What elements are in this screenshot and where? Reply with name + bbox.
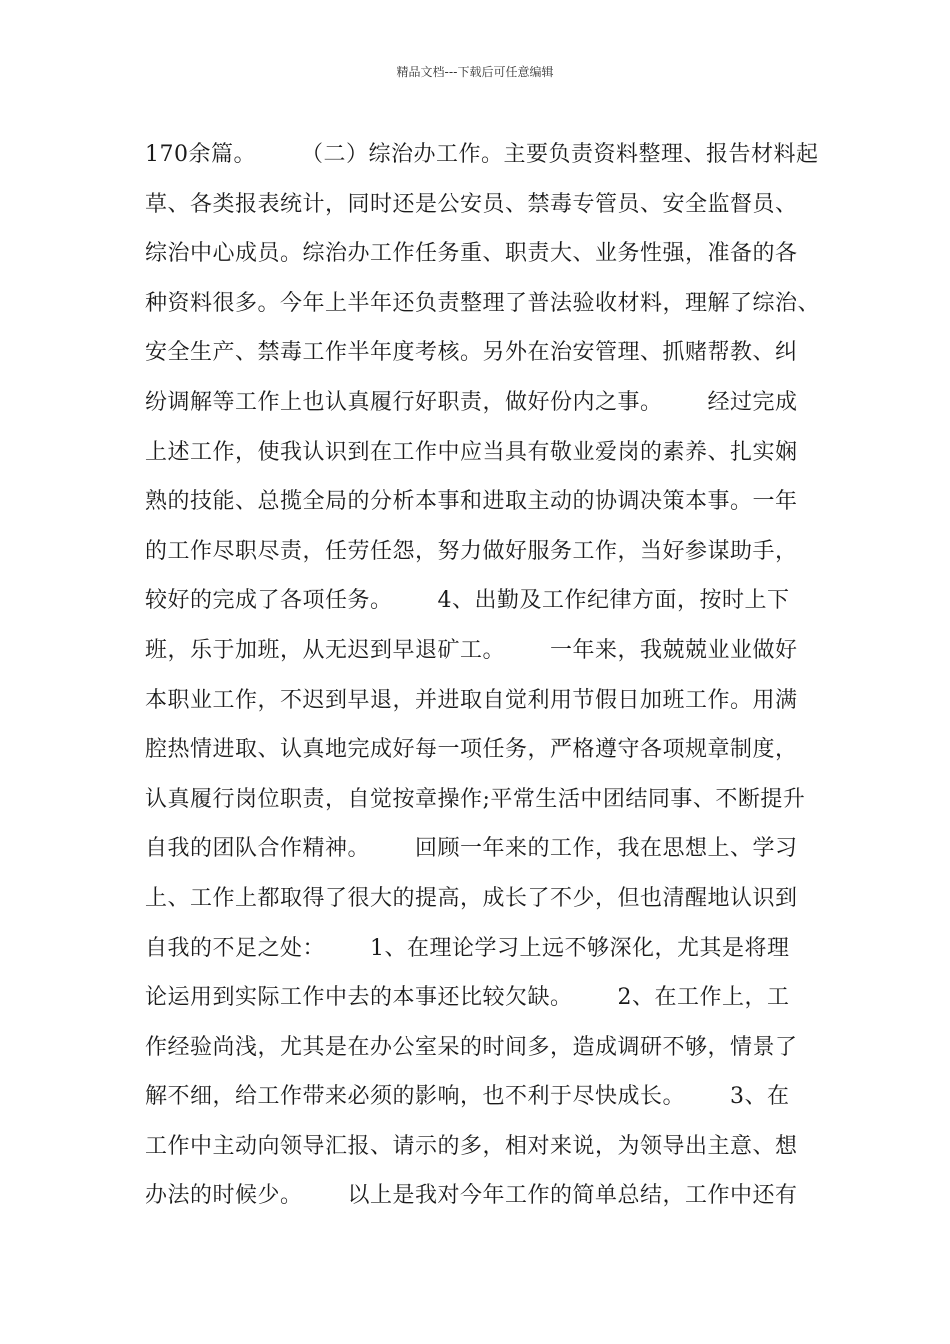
text-line: 本职业工作，不迟到早退，并进取自觉利用节假日加班工作。用满 [145,687,798,713]
text-line: 解不细，给工作带来必须的影响，也不利于尽快成长。 3、在 [145,1084,790,1110]
text-line: 上述工作，使我认识到在工作中应当具有敬业爱岗的素养、扎实娴 [145,439,798,465]
text-line: 办法的时候少。 以上是我对今年工作的简单总结，工作中还有 [145,1183,798,1209]
text-line: 熟的技能、总揽全局的分析本事和进取主动的协调决策本事。一年 [145,489,798,515]
text-line: 较好的完成了各项任务。 4、出勤及工作纪律方面，按时上下 [145,588,790,614]
text-line: 170余篇。 （二）综治办工作。主要负责资料整理、报告材料起 [145,142,819,167]
text-line: 自我的不足之处： 1、在理论学习上远不够深化，尤其是将理 [145,935,790,961]
document-body [145,130,825,1221]
text-line: 种资料很多。今年上半年还负责整理了普法验收材料，理解了综治、 [145,290,821,316]
text-line: 上、工作上都取得了很大的提高，成长了不少，但也清醒地认识到 [145,885,798,911]
text-line: 纷调解等工作上也认真履行好职责，做好份内之事。 经过完成 [145,389,798,415]
page-header: 精品文档---下载后可任意编辑 [396,65,554,79]
text-line: 自我的团队合作精神。 回顾一年来的工作，我在思想上、学习 [145,836,798,862]
text-line: 安全生产、禁毒工作半年度考核。另外在治安管理、抓赌帮教、纠 [145,340,798,366]
text-line: 工作中主动向领导汇报、请示的多，相对来说，为领导出主意、想 [145,1133,798,1159]
text-line: 认真履行岗位职责，自觉按章操作;平常生活中团结同事、不断提升 [145,786,806,812]
text-line: 班，乐于加班，从无迟到早退矿工。 一年来，我兢兢业业做好 [145,637,798,663]
text-line: 草、各类报表统计，同时还是公安员、禁毒专管员、安全监督员、 [145,191,798,217]
text-line: 腔热情进取、认真地完成好每一项任务，严格遵守各项规章制度， [145,737,798,763]
text-line: 作经验尚浅，尤其是在办公室呆的时间多，造成调研不够，情景了 [145,1034,798,1060]
text-line: 论运用到实际工作中去的本事还比较欠缺。 2、在工作上，工 [145,985,790,1011]
text-line: 的工作尽职尽责，任劳任怨，努力做好服务工作，当好参谋助手， [145,538,798,564]
text-line: 综治中心成员。综治办工作任务重、职责大、业务性强，准备的各 [145,241,798,267]
